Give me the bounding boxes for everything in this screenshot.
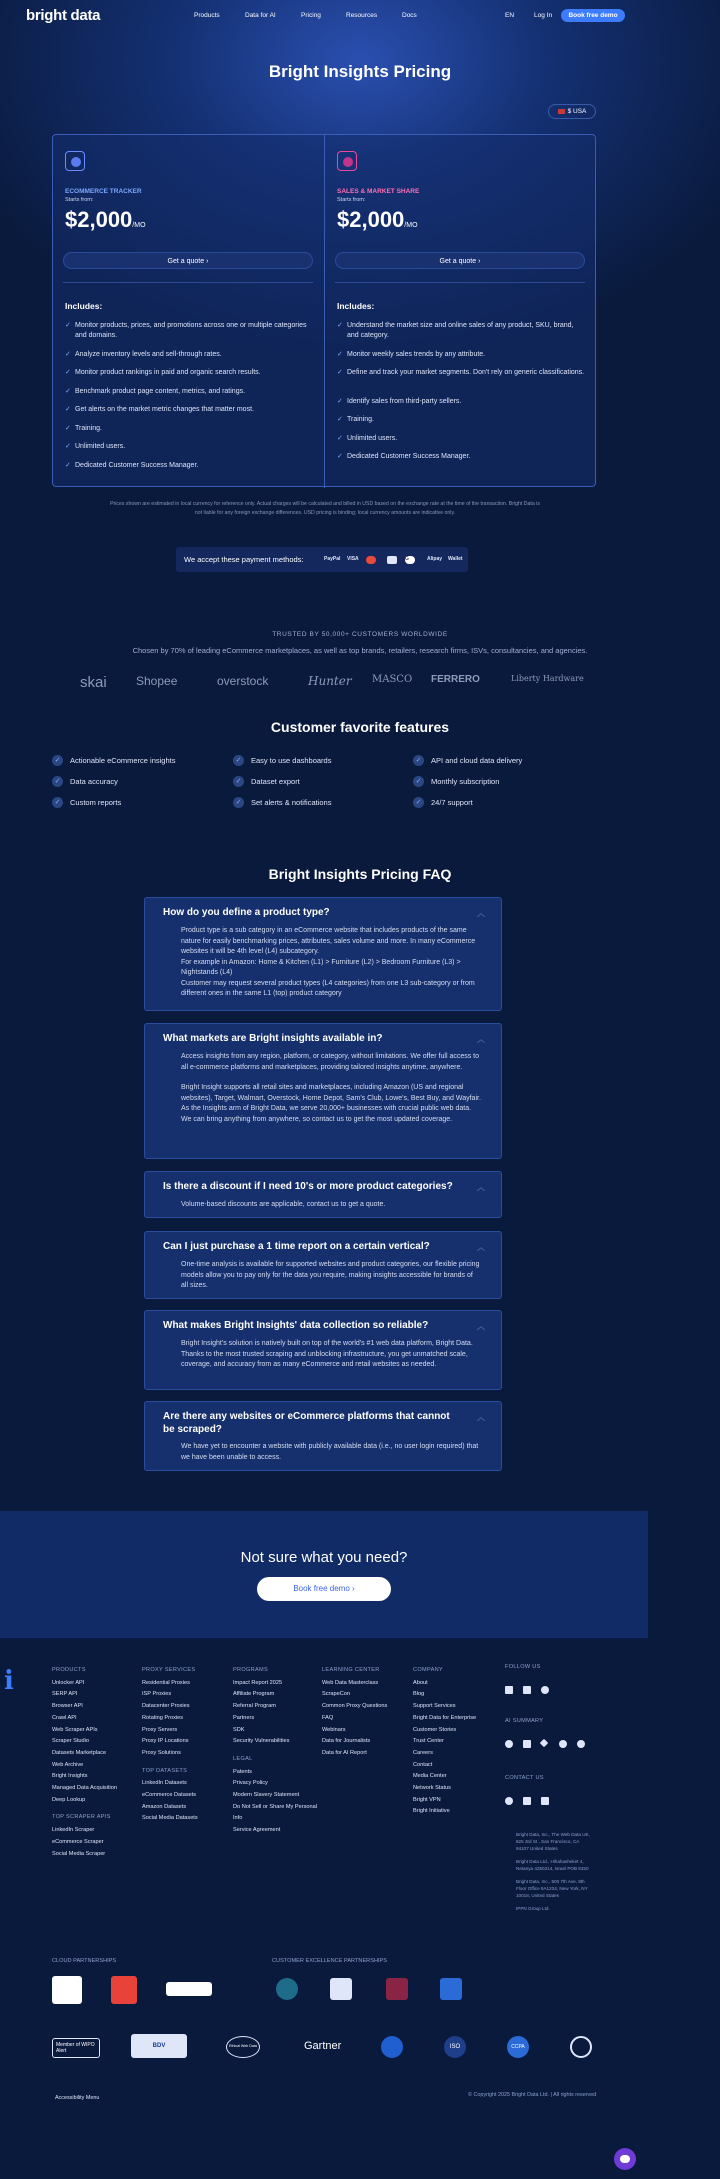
nav-docs[interactable]: Docs <box>402 12 417 19</box>
nav-resources[interactable]: Resources <box>346 12 378 19</box>
faq-answer: One-time analysis is available for supported websites and product categories, our flexible pricing models allow you to pay only for the data you require, making insights accessible for brands of all sizes. <box>181 1261 480 1289</box>
plan-type: ECOMMERCE TRACKER <box>65 188 142 195</box>
feature-item: ✓ Monitor weekly sales trends by any attribute. <box>337 351 486 358</box>
perplexity-icon[interactable] <box>523 1740 531 1748</box>
chevron-right-icon: › <box>478 258 481 265</box>
check-icon: ✓ <box>413 776 424 787</box>
faq-answer: Bright Insight's solution is natively built on top of the world's #1 web data platform, Bright Data. Thanks to the most trusted scraping and unblocking infrastructure, you get unmatched scale, coverage, and accuracy from as many eCommerce and retail websites as needed. <box>181 1340 473 1368</box>
feature-item: ✓ Identify sales from third-party sellers. <box>337 398 462 405</box>
cta-section <box>0 1511 648 1638</box>
footer-link[interactable]: Datasets Marketplace <box>52 1749 107 1756</box>
check-icon: ✓ <box>337 416 343 423</box>
footer-link[interactable]: Blog <box>413 1691 425 1698</box>
chevron-up-icon[interactable]: ︿ <box>477 909 485 918</box>
footer-link[interactable]: Modern Slavery Statement <box>233 1792 300 1799</box>
feature-item: ✓ Unlimited users. <box>337 435 398 442</box>
faq-answer: Product type is a sub category in an eCommerce website that includes products of the same nature for easily benchmarking prices, attributes, sales volume and more. In many eCommerce websites it will be 4th level (L4) subcategory. For example in Amazon: Home & Kitchen (L1) > Furniture (L2) > Bedroom Furniture (L3) > Nightstands (L4) Customer may request several product types (L4 categories) from one L3 sub-category or from different ones in the same L1 (top) product category <box>181 927 476 997</box>
footer-link[interactable]: Web Data Masterclass <box>322 1679 379 1686</box>
check-icon: ✓ <box>337 369 343 376</box>
footer-link[interactable]: Trust Center <box>413 1738 444 1745</box>
faq-item[interactable] <box>144 1231 502 1299</box>
plan-price: $2,000/MO <box>65 207 146 232</box>
faq-answer: Access insights from any region, platform, or category, without limitations. We offer full access to all e-commerce platforms and marketplaces, providing tailored insights anytime, anywhere. Bright Insight supports all retail sites and marketplaces, including Amazon (US and regional websites), Target, Walmart, Overstock, Home Depot, Sam's Club, Lowe's, Best Buy, and Wayfair. As the Insights arm of Bright Data, we serve 20,000+ businesses with crucial public web data. We can bring anything from anywhere, so contact us to get the most updated coverage. <box>181 1053 481 1123</box>
page-title: Bright Insights Pricing <box>268 62 452 81</box>
footer-link[interactable]: Bright Initiative <box>413 1808 450 1815</box>
chevron-up-icon[interactable]: ︿ <box>477 1413 485 1422</box>
hunter-logo: Hunter <box>308 674 352 688</box>
faq-item[interactable] <box>144 897 502 1011</box>
footer-link[interactable]: Data for AI Report <box>322 1749 367 1756</box>
youtube-icon[interactable] <box>523 1686 531 1694</box>
check-icon: ✓ <box>65 406 71 413</box>
liberty-hardware-logo: Liberty Hardware <box>511 674 584 683</box>
chevron-up-icon[interactable]: ︿ <box>477 1243 485 1252</box>
feature-item: ✓ Actionable eCommerce insights <box>52 755 175 766</box>
check-icon: ✓ <box>233 755 244 766</box>
check-icon: ✓ <box>337 435 343 442</box>
iso-badge: ISO <box>444 2036 466 2058</box>
masco-logo: MASCO <box>372 674 413 685</box>
market-share-icon <box>337 151 357 171</box>
faq-question[interactable]: What markets are Bright insights available in? <box>163 1033 383 1044</box>
security-badge <box>570 2036 592 2058</box>
footer-link[interactable]: Support Services <box>413 1703 456 1710</box>
ccpa-badge: CCPA <box>507 2036 529 2058</box>
contact-heading: CONTACT US <box>505 1775 544 1781</box>
plan-type: SALES & MARKET SHARE <box>337 188 420 195</box>
footer-link[interactable]: Browser API <box>52 1703 83 1710</box>
cta-title: Not sure what you need? <box>240 1549 408 1566</box>
includes-heading: Includes: <box>337 301 375 311</box>
wipo-alert-badge: Member of WIPO Alert <box>52 2038 100 2058</box>
footer-link[interactable]: SDK <box>233 1726 245 1733</box>
top-nav <box>0 0 720 32</box>
flag-icon <box>558 109 565 114</box>
feature-item: ✓ Training. <box>65 425 102 432</box>
footer-link[interactable]: LinkedIn Scraper <box>52 1827 95 1834</box>
alipay-icon: Alipay <box>427 556 443 562</box>
footer-link[interactable]: Common Proxy Questions <box>322 1703 388 1710</box>
footer-link[interactable]: Social Media Scraper <box>52 1850 106 1857</box>
mastercard-icon <box>366 556 376 564</box>
feature-item: ✓ Dataset export <box>233 776 300 787</box>
footer-link[interactable]: Deep Lookup <box>52 1796 86 1803</box>
payment-methods <box>176 547 468 572</box>
footer-link[interactable]: About <box>413 1679 428 1686</box>
footer-link[interactable]: Datacenter Proxies <box>142 1703 190 1710</box>
chevron-right-icon: › <box>206 258 209 265</box>
nav-products[interactable]: Products <box>194 12 220 19</box>
footer-link[interactable]: Referral Program <box>233 1703 276 1710</box>
plan-from: Starts from: <box>337 197 366 203</box>
footer-link[interactable]: Security Vulnerabilities <box>233 1738 290 1745</box>
check-icon: ✓ <box>65 388 71 395</box>
chat-widget-button[interactable] <box>614 2148 636 2170</box>
check-icon: ✓ <box>337 398 343 405</box>
footer-link[interactable]: Proxy IP Locations <box>142 1738 189 1745</box>
bdv-badge: BDV <box>131 2034 187 2058</box>
footer-link[interactable]: Scraper Studio <box>52 1738 90 1745</box>
tracker-icon <box>65 151 85 171</box>
trusted-heading: TRUSTED BY 50,000+ CUSTOMERS WORLDWIDE <box>272 631 448 638</box>
faq-question[interactable]: What makes Bright Insights' data collection so reliable? <box>163 1320 429 1331</box>
skai-logo: skai <box>80 674 107 691</box>
footer-link[interactable]: Rotating Proxies <box>142 1714 184 1721</box>
footer-link[interactable]: eCommerce Datasets <box>142 1792 197 1799</box>
faq-answer: We have yet to encounter a website with publicly available data (i.e., no user login required) that we have been unable to access. <box>181 1443 479 1461</box>
check-icon: ✓ <box>233 776 244 787</box>
amex-icon <box>387 556 397 564</box>
check-icon: ✓ <box>337 322 343 329</box>
footer-link[interactable]: Residential Proxies <box>142 1679 190 1686</box>
feature-item: ✓ Monthly subscription <box>413 776 499 787</box>
faq-item[interactable] <box>144 1171 502 1218</box>
footer-col-learning: LEARNING CENTER Web Data Masterclass ScrapeCon Common Proxy Questions FAQ Webinars Data for Journalists Data for AI Report <box>322 1665 387 1760</box>
paypal-icon: PayPal <box>324 556 341 562</box>
wallet-icon: Wallet <box>448 556 463 562</box>
faq-question[interactable]: Are there any websites or eCommerce platforms that cannot be scraped? <box>163 1411 450 1435</box>
whatsapp-icon[interactable] <box>505 1797 513 1805</box>
chevron-up-icon[interactable]: ︿ <box>477 1183 485 1192</box>
nav-pricing[interactable]: Pricing <box>301 12 321 19</box>
footer-link[interactable]: SERP API <box>52 1691 78 1698</box>
feature-item: ✓ Dedicated Customer Success Manager. <box>65 462 199 469</box>
chat-icon <box>620 2155 630 2163</box>
get-quote-button[interactable]: Get a quote › <box>335 252 585 269</box>
shopee-logo: Shopee <box>136 674 178 688</box>
customer-badge-1 <box>276 1978 298 2000</box>
aws-partner-badge <box>52 1976 82 2004</box>
footer-link[interactable]: Impact Report 2025 <box>233 1679 283 1686</box>
footer-col-products: PRODUCTS Unlocker API SERP API Browser API Crawl API Web Scraper APIs Scraper Studio Datasets Marketplace Web Archive Bright Insights Managed Data Acquisition Deep Lookup TOP SCRAPER APIS LinkedIn Scraper eCommerce Scraper Social Media Scraper <box>52 1665 117 1860</box>
feature-item: ✓ Monitor product rankings in paid and organic search results. <box>65 369 261 376</box>
payment-label: We accept these payment methods: <box>184 555 304 564</box>
feature-item: ✓ Understand the market size and online sales of any product, SKU, brand, and category. <box>337 322 574 339</box>
gpay-icon: G <box>405 556 415 564</box>
footer-link[interactable]: Managed Data Acquisition <box>52 1785 117 1792</box>
footer-link[interactable]: Social Media Datasets <box>142 1815 198 1822</box>
feature-item: ✓ Custom reports <box>52 797 121 808</box>
footer-link[interactable]: Contact <box>413 1761 433 1768</box>
currency-label: $ USA <box>567 108 587 115</box>
faq-item[interactable] <box>144 1023 502 1159</box>
feature-item: ✓ Get alerts on the market metric changes that matter most. <box>65 406 254 413</box>
google-cloud-badge <box>111 1976 137 2004</box>
footer-link[interactable]: Bright Insights <box>52 1773 88 1780</box>
ferrero-logo: FERRERO <box>431 674 480 685</box>
footer-link[interactable]: Web Archive <box>52 1761 84 1768</box>
email-icon[interactable] <box>523 1797 531 1805</box>
cloud-partnerships-heading: CLOUD PARTNERSHIPS <box>52 1958 117 1964</box>
nav-data-for-ai[interactable]: Data for AI <box>245 12 276 19</box>
faq-answer: Volume-based discounts are applicable, contact us to get a quote. <box>181 1201 386 1208</box>
visa-icon: VISA <box>347 556 359 562</box>
check-icon: ✓ <box>65 443 71 450</box>
cx-partnerships-heading: CUSTOMER EXCELLENCE PARTNERSHIPS <box>272 1958 388 1964</box>
ai-summary-heading: AI SUMMARY <box>505 1718 544 1724</box>
pricing-card-ecommerce <box>53 135 325 488</box>
footer-link[interactable]: Web Scraper APIs <box>52 1726 98 1733</box>
footer-col-programs: PROGRAMS Impact Report 2025 Affiliate Program Referral Program Partners SDK Security Vulnerabilities LEGAL Patents Privacy Policy Modern Slavery Statement Do Not Sell or Share My Personal Info Service Agreement <box>233 1665 323 1837</box>
overstock-logo: overstock <box>217 674 269 688</box>
pricing-disclaimer: Prices shown are estimated in local currency for reference only. Actual charges will be calculated and billed in USD based on the exchange rate at the time of the transaction. Bright Data is not liable for any foreign exchange differences. USD pricing is binding; local currency amounts are indicative only. <box>110 501 540 516</box>
divider <box>335 282 585 283</box>
check-icon: ✓ <box>65 351 71 358</box>
check-icon: ✓ <box>65 425 71 432</box>
check-icon: ✓ <box>52 755 63 766</box>
footer-link[interactable]: Affiliate Program <box>233 1691 275 1698</box>
footer-link[interactable]: Amazon Datasets <box>142 1803 187 1810</box>
footer-link[interactable]: Bright VPN <box>413 1796 441 1803</box>
check-icon: ✓ <box>65 369 71 376</box>
footer-link[interactable]: Bright Data for Enterprise <box>413 1714 477 1721</box>
customer-logos <box>0 670 720 692</box>
language-selector[interactable]: EN <box>505 12 515 19</box>
check-icon: ✓ <box>337 351 343 358</box>
footer-link[interactable]: Media Center <box>413 1773 447 1780</box>
footer-link[interactable]: Careers <box>413 1749 433 1756</box>
footer-link[interactable]: eCommerce Scraper <box>52 1838 104 1845</box>
telegram-icon[interactable] <box>541 1797 549 1805</box>
footer-link[interactable]: Network Status <box>413 1785 451 1792</box>
feature-item: ✓ Training. <box>337 416 374 423</box>
faq-item[interactable] <box>144 1401 502 1471</box>
footer-link[interactable]: ISP Proxies <box>142 1691 172 1698</box>
feature-item: ✓ Analyze inventory levels and sell-through rates. <box>65 351 222 358</box>
ethical-data-badge: Ethical Web Data <box>226 2036 260 2058</box>
grok-icon[interactable] <box>577 1740 585 1748</box>
currency-selector[interactable] <box>548 104 596 119</box>
footer-link[interactable]: Service Agreement <box>233 1827 281 1834</box>
claude-icon[interactable] <box>559 1740 567 1748</box>
customer-badge-4 <box>440 1978 462 2000</box>
book-demo-button[interactable]: Book free demo <box>561 9 625 22</box>
footer-link[interactable]: Crawl API <box>52 1714 77 1721</box>
snowflake-badge <box>166 1982 212 1996</box>
pricing-card-sales <box>325 135 597 488</box>
brand-logo[interactable]: bright data <box>26 7 101 24</box>
divider <box>63 282 313 283</box>
chevron-up-icon[interactable]: ︿ <box>477 1322 485 1331</box>
footer-col-proxy: PROXY SERVICES Residential Proxies ISP Proxies Datacenter Proxies Rotating Proxies Proxy Servers Proxy IP Locations Proxy Solutions TOP DATASETS LinkedIn Datasets eCommerce Datasets Amazon Datasets Social Media Datasets <box>142 1665 198 1825</box>
footer-link[interactable]: Unlocker API <box>52 1679 85 1686</box>
github-icon[interactable] <box>541 1686 549 1694</box>
linkedin-icon[interactable] <box>505 1686 513 1694</box>
feature-item: ✓ Dedicated Customer Success Manager. <box>337 453 471 460</box>
customer-badge-2 <box>330 1978 352 2000</box>
check-icon: ✓ <box>233 797 244 808</box>
features-title: Customer favorite features <box>270 719 450 735</box>
feature-item: ✓ Define and track your market segments. Don't rely on generic classifications. <box>337 369 585 376</box>
accessibility-menu-link[interactable]: Accessibility Menu <box>55 2095 100 2101</box>
footer-link[interactable]: Proxy Solutions <box>142 1749 181 1756</box>
chevron-up-icon[interactable]: ︿ <box>477 1035 485 1044</box>
footer-link[interactable]: Patents <box>233 1768 252 1775</box>
customer-badge-3 <box>386 1978 408 2000</box>
includes-heading: Includes: <box>65 301 103 311</box>
footer-col-company: COMPANY About Blog Support Services Bright Data for Enterprise Customer Stories Trust Center Careers Contact Media Center Network Status Bright VPN Bright Initiative <box>413 1665 476 1818</box>
copyright: © Copyright 2025 Bright Data Ltd. | All rights reserved <box>468 2092 597 2098</box>
feature-item: ✓ Unlimited users. <box>65 443 126 450</box>
chosen-text: Chosen by 70% of leading eCommerce marketplaces, as well as top brands, retailers, research firms, ISVs, consultancies, and agencies. <box>132 646 588 655</box>
plan-price: $2,000/MO <box>337 207 418 232</box>
footer-link[interactable]: Partners <box>233 1714 255 1721</box>
check-icon: ✓ <box>65 322 71 329</box>
footer-link[interactable]: FAQ <box>322 1714 334 1721</box>
faq-question[interactable]: How do you define a product type? <box>163 907 330 918</box>
info-icon[interactable]: i <box>4 1666 14 1696</box>
check-icon: ✓ <box>52 776 63 787</box>
feature-item: ✓ Set alerts & notifications <box>233 797 331 808</box>
gdpr-badge <box>381 2036 403 2058</box>
check-icon: ✓ <box>413 797 424 808</box>
footer-link[interactable]: Do Not Sell or Share My Personal Info <box>233 1803 317 1822</box>
feature-item: ✓ Easy to use dashboards <box>233 755 331 766</box>
footer-addresses: Bright Data, Inc., The Web Data UK, 825 3rd St , San Francisco, CA 94107 United States Bright Data Ltd., Hihahasheket 4, Netanya 4250214, Israel POB 8320 Bright Data, Inc., 500 7th Ave, 9th Floor Office 9A1234, New York, NY 10018, United States IPPN Group Ltd. <box>516 1832 590 1911</box>
feature-item: ✓ Data accuracy <box>52 776 118 787</box>
faq-title: Bright Insights Pricing FAQ <box>268 866 452 882</box>
feature-item: ✓ API and cloud data delivery <box>413 755 522 766</box>
faq-question[interactable]: Is there a discount if I need 10's or more product categories? <box>163 1181 453 1192</box>
book-demo-button[interactable]: Book free demo › <box>257 1577 391 1601</box>
check-icon: ✓ <box>65 462 71 469</box>
login-link[interactable]: Log In <box>534 12 553 19</box>
footer-link[interactable]: LinkedIn Datasets <box>142 1780 187 1787</box>
check-icon: ✓ <box>413 755 424 766</box>
check-icon: ✓ <box>337 453 343 460</box>
faq-item[interactable] <box>144 1310 502 1390</box>
feature-item: ✓ Benchmark product page content, metrics, and ratings. <box>65 388 246 395</box>
footer-link[interactable]: Customer Stories <box>413 1726 457 1733</box>
plan-from: Starts from: <box>65 197 94 203</box>
footer-link[interactable]: Data for Journalists <box>322 1738 371 1745</box>
pricing-cards <box>52 134 596 487</box>
gartner-logo: Gartner <box>304 2040 342 2052</box>
feature-item: ✓ Monitor products, prices, and promotions across one or multiple categories and domains. <box>65 322 307 339</box>
feature-item: ✓ 24/7 support <box>413 797 473 808</box>
get-quote-button[interactable]: Get a quote › <box>63 252 313 269</box>
check-icon: ✓ <box>52 797 63 808</box>
chatgpt-icon[interactable] <box>505 1740 513 1748</box>
footer-link[interactable]: Proxy Servers <box>142 1726 178 1733</box>
footer-link[interactable]: Privacy Policy <box>233 1780 268 1787</box>
footer-link[interactable]: ScrapeCon <box>322 1691 350 1698</box>
footer-link[interactable]: Webinars <box>322 1726 346 1733</box>
faq-question[interactable]: Can I just purchase a 1 time report on a certain vertical? <box>163 1241 430 1252</box>
footer-col-follow: FOLLOW US <box>505 1664 541 1670</box>
